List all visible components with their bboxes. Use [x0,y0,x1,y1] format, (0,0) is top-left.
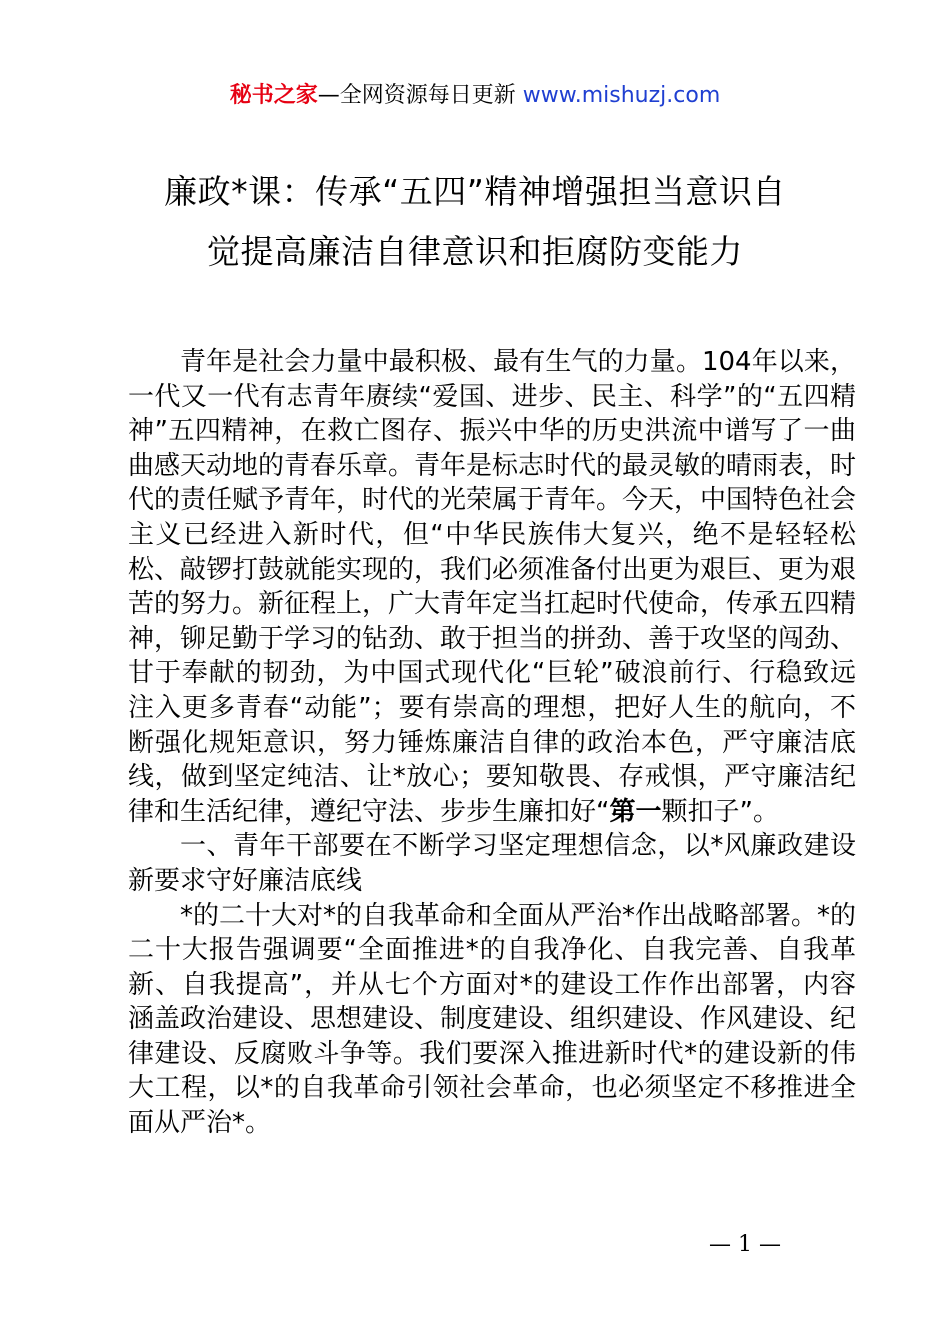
title-line-1: 廉政*课：传承“五四”精神增强担当意识自 [164,172,786,211]
paragraph-1-tail-quote: “ [596,796,610,827]
title-line-2: 觉提高廉洁自律意识和拒腐防变能力 [207,232,743,271]
site-header [0,80,950,112]
site-url-link[interactable]: www.mishuzj.com [522,83,721,108]
document-title [110,162,840,282]
paragraph-1 [128,345,856,829]
site-brand: 秘书之家 [229,83,318,108]
paragraph-1-tail-rest: 颗扣子”。 [661,796,779,827]
paragraph-1-text: 青年是社会力量中最积极、最有生气的力量。104年以来，一代又一代有志青年赓续“爱国、进步、民主、科学”的“五四精神”五四精神，在救亡图存、振兴中华的历史洪流中谱写了一曲曲感天动地的青春乐章。青年是标志时代的最灵敏的晴雨表，时代的责任赋予青年，时代的光荣属于青年。今天，中国特色社会主义已经进入新时代，但“中华民族伟大复兴，绝不是轻轻松松、敲锣打鼓就能实现的，我们必须准备付出更为艰巨、更为艰苦的努力。新征程上，广大青年定当扛起时代使命，传承五四精神，铆足勤于学习的钻劲、敢于担当的拼劲、善于攻坚的闯劲、甘于奉献的韧劲，为中国式现代化“巨轮”破浪前行、行稳致远注入更多青春“动能”；要有崇高的理想，把好人生的航向，不断强化规矩意识，努力锤炼廉洁自律的政治本色，严守廉洁底线，做到坚定纯洁、让*放心；要知敬畏、存戒惧，严守廉洁纪律和生活纪律，遵纪守法、步步生廉扣好 [128,347,857,827]
paragraph-1-tail-bold: 第一 [609,796,662,827]
document-body [128,345,856,1141]
paragraph-3: *的二十大对*的自我革命和全面从严治*作出战略部署。*的二十大报告强调要“全面推进*的自我净化、自我完善、自我革新、自我提高”，并从七个方面对*的建设工作作出部署，内容涵盖政治建设、思想建设、制度建设、组织建设、作风建设、纪律建设、反腐败斗争等。我们要深入推进新时代*的建设新的伟大工程，以*的自我革命引领社会革命，也必须坚定不移推进全面从严治*。 [128,900,857,1139]
section-heading-1: 一、青年干部要在不断学习坚定理想信念，以*风廉政建设新要求守好廉洁底线 [128,831,856,896]
page-number: — 1 — [709,1232,781,1257]
site-slogan: —全网资源每日更新 [317,83,523,108]
